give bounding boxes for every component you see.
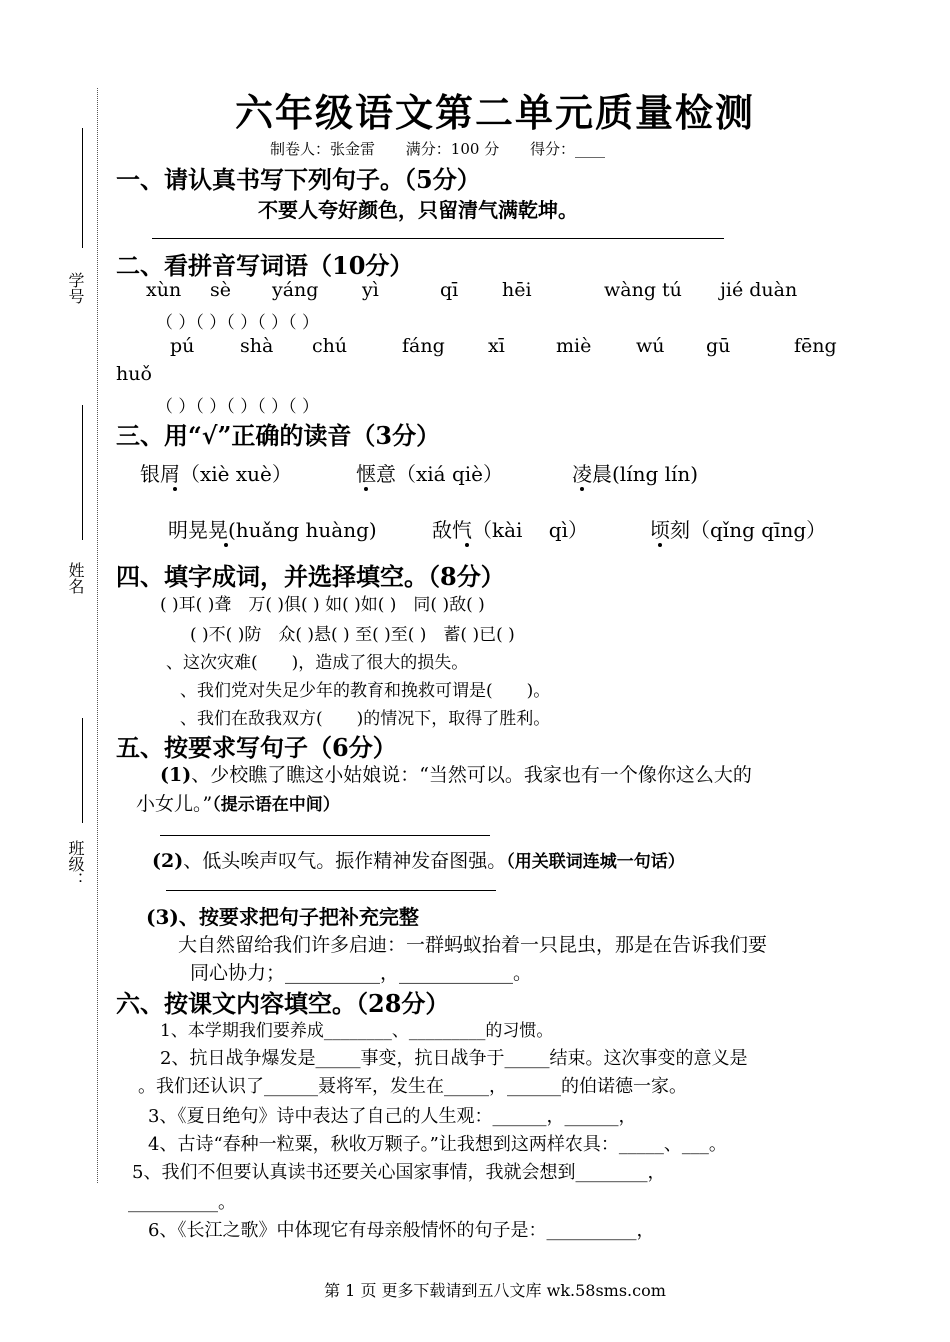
q6-3[interactable]: 3、《夏日绝句》诗中表达了自己的人生观：______，______， (148, 1106, 637, 1127)
reading-item-2[interactable]: 惬意（xiá qiè） (356, 462, 503, 486)
pinyin-7: wàng tú (604, 279, 682, 301)
section-4-title: 四、填字成词，并选择填空。（8分） (116, 562, 505, 591)
xuehao-label: 学号 (66, 272, 85, 304)
pinyin-10: shà (240, 335, 274, 357)
reading-item-5[interactable]: 敌忾（kài qì） (432, 518, 588, 542)
q5-1-cont (136, 789, 340, 816)
q5-3-cont[interactable]: 同心协力；__________，____________。 (190, 962, 533, 984)
fill-question-1[interactable]: 、这次灾难( )，造成了很大的损失。 (166, 653, 469, 673)
section-1-sentence: 不要人夸好颜色，只留清气满乾坤。 (258, 198, 578, 222)
reading-item-6[interactable]: 顷刻（qǐng qīng） (650, 518, 827, 542)
pinyin-16: gū (706, 335, 731, 357)
page-title: 六年级语文第二单元质量检测 (234, 90, 755, 135)
q5-2-number: (2) (152, 850, 184, 872)
emphasis-dot (173, 487, 177, 491)
reading-item-3[interactable]: 凌晨(líng lín) (572, 462, 699, 486)
pinyin-17b: huǒ (116, 363, 152, 385)
pinyin-8: jié duàn (720, 279, 798, 301)
full-score-label: 满分：100 分 (405, 140, 500, 158)
pinyin-15: wú (636, 335, 665, 357)
pinyin-17: fēng (794, 335, 837, 357)
banji-underline (82, 718, 83, 823)
binding-dotted-line (97, 88, 98, 1183)
q5-3-text: 大自然留给我们许多启迪：一群蚂蚁抬着一只昆虫，那是在告诉我们要 (178, 934, 768, 956)
pinyin-11: chú (312, 335, 348, 357)
pinyin-9: pú (170, 335, 195, 357)
fill-word-line-1[interactable]: ( )耳( )聋 万( )俱( ) 如( )如( ) 同( )敌( ) (160, 595, 485, 615)
emphasis-dot (580, 487, 584, 491)
q5-1-text (160, 760, 752, 787)
reading-item-1[interactable]: 银屑（xiè xuè） (140, 462, 292, 486)
emphasis-dot (658, 543, 662, 547)
q6-4[interactable]: 4、古诗“春种一粒粟，秋收万颗子。”让我想到这两样农具：_____、___。 (148, 1134, 727, 1155)
pinyin-4: yì (362, 279, 379, 301)
section-6-title: 六、按课文内容填空。（28分） (116, 989, 450, 1018)
page-footer: 第 1 页 更多下载请到五八文库 wk.58sms.com (324, 1281, 666, 1300)
emphasis-dot (465, 543, 469, 547)
section-1-title: 一、请认真书写下列句子。（5分） (116, 165, 481, 194)
pinyin-6: hēi (502, 279, 532, 301)
emphasis-dot (224, 543, 228, 547)
pinyin-13: xī (488, 335, 505, 357)
answer-brackets-1[interactable]: （ ）（ ）（ ）（ ）（ ） (156, 313, 320, 333)
q5-2-hint: （用关联词连城一句话） (506, 852, 685, 872)
xingming-label: 姓名 (66, 562, 85, 594)
q6-2-a[interactable]: 2、抗日战争爆发是_____事变，抗日战争于_____结束。这次事变的意义是 (160, 1048, 748, 1069)
q6-5-b[interactable]: __________。 (128, 1192, 236, 1213)
pinyin-12: fáng (402, 335, 445, 357)
q5-1-hint: （提示语在中间） (212, 795, 340, 815)
fill-word-line-2[interactable]: ( )不( )防 众( )悬( ) 至( )至( ) 蓄( )已( ) (190, 625, 515, 645)
section-2-title: 二、看拼音写词语（10分） (116, 251, 414, 280)
q5-1-answer-line[interactable] (160, 835, 490, 836)
fill-question-2[interactable]: 、我们党对失足少年的教育和挽救可谓是( )。 (180, 681, 551, 701)
banji-label: 班级： (66, 840, 85, 888)
reading-item-4[interactable]: 明晃晃(huǎng huàng) (168, 518, 377, 542)
section-1-answer-line[interactable] (152, 238, 724, 239)
q5-3-title: (3)、按要求把句子把补充完整 (146, 905, 419, 929)
q5-1-sentence-end: 小女儿。” (136, 793, 213, 815)
q5-2-answer-line[interactable] (166, 890, 496, 891)
q5-2-text (152, 846, 685, 873)
q6-6[interactable]: 6、《长江之歌》中体现它有母亲般情怀的句子是：__________， (148, 1220, 655, 1241)
xuehao-underline (82, 128, 83, 248)
section-3-title: 三、用“√”正确的读音（3分） (116, 421, 441, 450)
q5-1-number: (1) (160, 764, 192, 786)
q6-2-b[interactable]: 。我们还认识了______聂将军，发生在_____，______的伯诺德一家。 (138, 1076, 687, 1097)
answer-brackets-2[interactable]: （ ）（ ）（ ）（ ）（ ） (156, 397, 320, 417)
exam-meta (270, 138, 631, 159)
q5-1-sentence: 、少校瞧了瞧这小姑娘说：“当然可以。我家也有一个像你这么大的 (191, 764, 752, 786)
q5-2-sentence: 、低头唉声叹气。振作精神发奋图强。 (183, 850, 507, 872)
score-label: 得分：____ (529, 140, 605, 158)
pinyin-14: miè (556, 335, 592, 357)
pinyin-2: sè (210, 279, 231, 301)
fill-question-3[interactable]: 、我们在敌我双方( )的情况下，取得了胜利。 (180, 709, 551, 729)
q6-1[interactable]: 1、本学期我们要养成________、_________的习惯。 (160, 1021, 554, 1041)
pinyin-3: yáng (272, 279, 319, 301)
maker-label: 制卷人：张金雷 (270, 140, 376, 158)
emphasis-dot (364, 487, 368, 491)
section-5-title: 五、按要求写句子（6分） (116, 733, 397, 762)
xingming-underline (82, 405, 83, 540)
pinyin-5: qī (440, 279, 459, 301)
pinyin-1: xùn (146, 279, 182, 301)
q6-5-a[interactable]: 5、我们不但要认真读书还要关心国家事情，我就会想到________， (132, 1162, 666, 1183)
